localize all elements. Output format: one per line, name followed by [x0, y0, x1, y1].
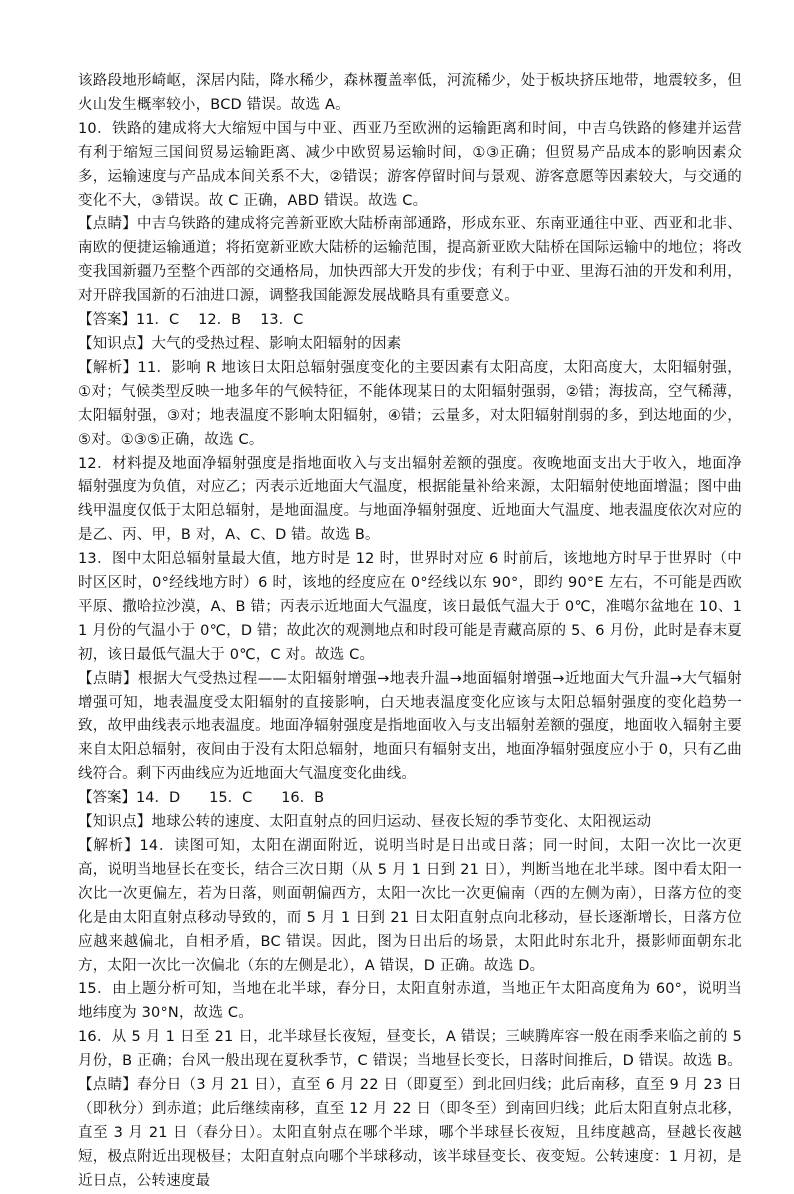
- document-page: [78, 70, 742, 1194]
- answer-14-16: 【答案】14．D 15．C 16．B: [78, 790, 325, 807]
- analysis-q16: 16．从 5 月 1 日至 21 日，北半球昼长夜短，昼变长，A 错误；三峡腾库容一般在雨季来临之前的 5 月份，B 正确；台风一般出现在夏秋季节，C 错误；当地昼长变长，日落时间推后，D 错误。故选 B。: [78, 1029, 742, 1070]
- paragraph-note-13: 【点睛】根据大气受热过程——太阳辐射增强→地表升温→地面辐射增强→近地面大气升温→大气辐射增强可知，地表温度受太阳辐射的直接影响，白天地表温度变化应该与太阳总辐射强度的变化趋势一致，故甲曲线表示地表温度。地面净辐射强度是指地面收入与支出辐射差额的强度，地面收入辐射主要来自太阳总辐射，夜间由于没有太阳总辐射，地面只有辐射支出，地面净辐射强度应小于 0，只有乙曲线符合。剩下丙曲线应为近地面大气温度变化曲线。: [78, 670, 742, 783]
- analysis-q13: 13．图中太阳总辐射量最大值，地方时是 12 时，世界时对应 6 时前后，该地地方时早于世界时（中时区区时，0°经线地方时）6 时，该地的经度应在 0°经线以东 90°，即约 90°E 左右，不可能是西欧平原、撒哈拉沙漠，A、B 错；丙表示近地面大气温度，该日最低气温大于 0℃，准噶尔盆地在 10、11 月份的气温小于 0℃，D 错；故此次的观测地点和时段可能是青藏高原的 5、6 月份，此时是春末夏初，该日最低气温大于 0℃，C 对。故选 C。: [78, 551, 742, 663]
- paragraph-q10: 10．铁路的建成将大大缩短中国与中亚、西亚乃至欧洲的运输距离和时间，中吉乌铁路的修建并运营有利于缩短三国间贸易运输距离、减少中欧贸易运输时间，①③正确；但贸易产品成本的影响因素众多，运输速度与产品成本间关系不大，②错误；游客停留时间与景观、游客意愿等因素较大，与交通的变化不大，③错误。故 C 正确，ABD 错误。故选 C。: [78, 120, 742, 209]
- answer-11-13: 【答案】11．C 12．B 13．C: [78, 312, 304, 329]
- analysis-q15: 15．由上题分析可知，当地在北半球，春分日，太阳直射赤道，当地正午太阳高度角为 60°，说明当地纬度为 30°N，故选 C。: [78, 981, 742, 1022]
- paragraph-intro: 该路段地形崎岖，深居内陆，降水稀少，森林覆盖率低，河流稀少，处于板块挤压地带，地震较多，但火山发生概率较小，BCD 错误。故选 A。: [78, 73, 742, 113]
- analysis-q14: 【解析】14．读图可知，太阳在湖面附近，说明当时是日出或日落；同一时间，太阳一次比一次更高，说明当地昼长在变长，结合三次日期（从 5 月 1 日到 21 日），判断当地在北半球。图中看太阳一次比一次更偏左，若为日落，则面朝偏西方，太阳一次比一次更偏南（西的左侧为南），日落方位的变化是由太阳直射点移动导致的，而 5 月 1 日到 21 日太阳直射点向北移动，昼长逐渐增长，日落方位应越来越偏北，自相矛盾，BC 错误。因此，图为日出后的场景，太阳此时东北升，摄影师面朝东北方，太阳一次比一次偏北（东的左侧是北），A 错误，D 正确。故选 D。: [78, 838, 742, 974]
- paragraph-note-10: 【点睛】中吉乌铁路的建成将完善新亚欧大陆桥南部通路，形成东亚、东南亚通往中亚、西亚和北非、南欧的便捷运输通道；将拓宽新亚欧大陆桥的运输范围，提高新亚欧大陆桥在国际运输中的地位；将改变我国新疆乃至整个西部的交通格局，加快西部大开发的步伐；有利于中亚、里海石油的开发和利用，对开辟我国新的石油进口源，调整我国能源发展战略具有重要意义。: [78, 216, 742, 305]
- knowledge-11-13: 【知识点】大气的受热过程、影响太阳辐射的因素: [78, 335, 402, 352]
- analysis-q12: 12．材料提及地面净辐射强度是指地面收入与支出辐射差额的强度。夜晚地面支出大于收入，地面净辐射强度为负值，对应乙；丙表示近地面大气温度，根据能量补给来源，太阳辐射使地面增温；图中曲线甲温度仅低于太阳总辐射，是地面温度。与地面净辐射强度、近地面大气温度、地表温度依次对应的是乙、丙、甲，B 对，A、C、D 错。故选 B。: [78, 455, 742, 544]
- paragraph-note-16: 【点睛】春分日（3 月 21 日），直至 6 月 22 日（即夏至）到北回归线；此后南移，直至 9 月 23 日（即秋分）到赤道；此后继续南移，直至 12 月 22 日（即冬至）到南回归线；此后太阳直射点北移，直至 3 月 21 日（春分日）。太阳直射点在哪个半球，哪个半球昼长夜短，且纬度越高，昼越长夜越短，极点附近出现极昼；太阳直射点向哪个半球移动，该半球昼变长、夜变短。公转速度：1 月初，是近日点，公转速度最: [78, 1077, 742, 1189]
- knowledge-14-16: 【知识点】地球公转的速度、太阳直射点的回归运动、昼夜长短的季节变化、太阳视运动: [78, 814, 652, 831]
- analysis-q11: 【解析】11．影响 R 地该日太阳总辐射强度变化的主要因素有太阳高度，太阳高度大，太阳辐射强，①对；气候类型反映一地多年的气候特征，不能体现某日的太阳辐射强弱，②错；海拔高，空气稀薄，太阳辐射强，③对；地表温度不影响太阳辐射，④错；云量多，对太阳辐射削弱的多，到达地面的少，⑤对。①③⑤正确，故选 C。: [78, 359, 742, 448]
